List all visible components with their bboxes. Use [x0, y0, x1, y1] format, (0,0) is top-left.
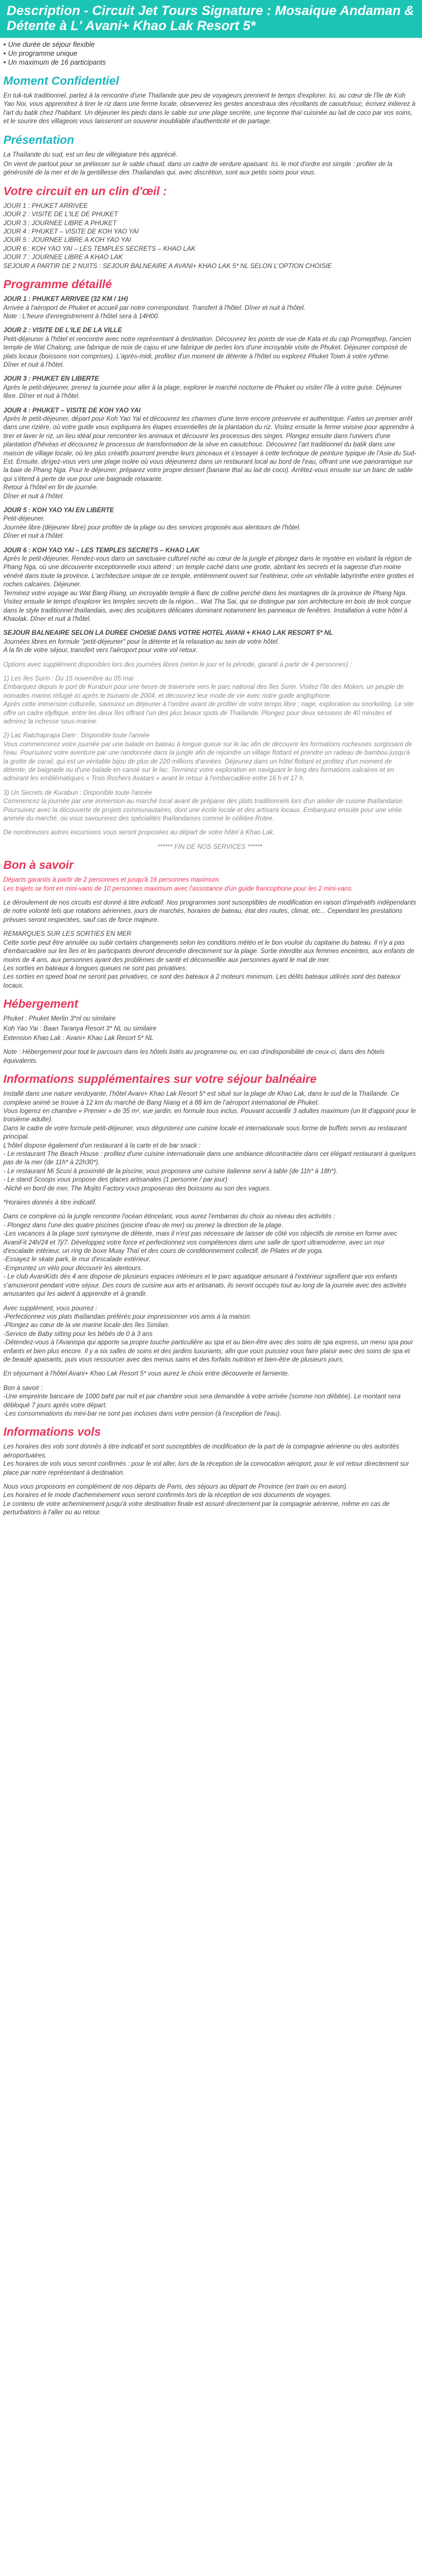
infos-vols-heading: Informations vols [3, 1426, 101, 1439]
overview-heading: Votre circuit en un clin d'œil : [3, 184, 167, 198]
infos-sejour-paragraph: Bon à savoir : -Une empreinte bancaire de 1000 baht par nuit et par chambre vous sera demandée à votre arrivée (somme non débitée). Le montant sera débloqué 7 jours après votre départ. -Les consommations du mini-bar ne sont pas incluses dans votre pension (à l'exception de l'eau). [3, 1384, 401, 1417]
options-intro: Options avec supplément disponibles lors des journées libres (selon le jour et la période, garanti à partir de 4 personnes) : [3, 660, 352, 668]
infos-vols-paragraph: Les horaires des vols sont donnés à titre indicatif et sont susceptibles de modification de la part de la compagnie aérienne ou des autorités aéroportuaires. Les horaires de vols vous seront confirmés : pour le vol aller, lors de la réception de la convocation aéroport, pour le vol retour directement sur place par notre représentant à destination. [3, 1443, 409, 1476]
program-day-title: JOUR 6 : KOH YAO YAI – LES TEMPLES SECRETS – KHAO LAK [3, 546, 200, 554]
bon-a-savoir-heading: Bon à savoir [3, 859, 74, 872]
overview-day: JOUR 6 : KOH YAO YAI – LES TEMPLES SECRETS – KHAO LAK [3, 245, 195, 252]
program-day-title: JOUR 1 : PHUKET ARRIVEE (32 KM / 1H) [3, 295, 128, 303]
infos-vols-section [0, 1426, 422, 1517]
intro-item: • Un maximum de 16 participants [3, 58, 422, 67]
program-day-text: Petit-déjeuner à l'hôtel et rencontre avec notre représentant à destination. Découvrez les points de vue de Kata et du cap Promepthep, l'ancien temple de Wat Chalong, une fabrique de noix de cajou et une fabrique de perles lors d'une incroyable visite de Phuket. Déjeuner composé de plats locaux (boissons non comprises). L'après-midi, profitez d'un moment de détente à l'hôtel ou explorez Phuket Town à votre rythme. Dîner et nuit à l'hôtel. [3, 335, 411, 368]
hebergement-line: Koh Yao Yai : Baan Taranya Resort 3* NL ou similaire [3, 1024, 156, 1032]
overview-day: JOUR 1 : PHUKET ARRIVEE [3, 202, 88, 210]
program-day-text: Après le petit-déjeuner, Rendez-vous dans un sanctuaire culturel niché au cœur de la jungle et plongez dans le mystère en visitant la région de Phang Nga, où une découverte exceptionnelle vous attend : un temple caché dans une grotte, abritant les secrets et la sagesse d'un moine vénéré dans toute la province. L'architecture unique de ce temple, entièrement ouvert sur l'extérieur, crée un véritable labyrinthe entre grottes et roches calcaires. Déjeuner. Terminez votre voyage au Wat Bang Riang, un incroyable temple à flanc de colline perché dans les montagnes de la province de Phang Nga. Visitez ensuite le temps d'explorer les temples secrets de la région... Wat Tha Sai, qui se distingue par son architecture en bois de teck conçue dans le style traditionnel thaïlandais, avec des sculptures délicates dominant notamment les panneaux de fenêtres. Installation à votre hôtel à Khaolak. Dîner et nuit à l'hôtel. [3, 555, 414, 623]
program-days [3, 295, 416, 654]
infos-vols-paragraph: Nous vous proposons en complément de nos départs de Paris, des séjours au départ de Province (en train ou en avion). Les horaires et le mode d'acheminement vous seront confirmés lors de la réception de vos documents de voyages. Le contenu de votre acheminement jusqu'à votre destination finale est assuré directement par la compagnie aérienne, même en cas de perturbations à l'aller ou au retour. [3, 1483, 390, 1517]
moment-heading: Moment Confidentiel [3, 75, 119, 88]
infos-sejour-paragraph: Avec supplément, vous pourrez : -Perfectionnez vos plats thaïlandais préférés pour impressionner vos amis à la maison. -Plongez au cœur de la vie marine locale des îles Similan. -Service de Baby sitting pour les bébés de 0 à 3 ans -Détendez-vous à l'Avanispa qui apporte sa propre touche particulière au spa et au bien-être avec des soins de spa express, un menu spa pour enfants et bien plus encore. Il y a six salles de soins et des jardins luxuriants, afin que vous puissiez vous faire plaisir avec des soins de spa et de beauté apaisants, puis vous ressourcer avec des menus sains et des forfaits nutrition et bien-être de plusieurs jours. [3, 1304, 414, 1363]
program-day-title: JOUR 5 : KOH YAO YAI EN LIBERTE [3, 507, 114, 514]
infos-sejour-section [0, 1073, 422, 1418]
presentation-section [0, 134, 422, 177]
intro-item: • Une durée de séjour flexible [3, 40, 422, 49]
program-heading: Programme détaillé [3, 278, 112, 291]
hebergement-line: Phuket : Phuket Merlin 3*nl ou similaire [3, 1015, 116, 1023]
infos-sejour-heading: Informations supplémentaires sur votre séjour balnéaire [3, 1073, 317, 1086]
overview-day: JOUR 7 : JOURNEE LIBRE A KHAO LAK [3, 254, 123, 261]
overview-day: JOUR 4 : PHUKET – VISITE DE KOH YAO YAI [3, 228, 139, 236]
intro-item: • Un programme unique [3, 49, 422, 58]
program-day-text: Petit-déjeuner. Journée libre (déjeuner libre) pour profiter de la plage ou des services proposés aux alentours de l'hôtel. Dîner et nuit à l'hôtel. [3, 515, 301, 540]
page-title: Description - Circuit Jet Tours Signature : Mosaique Andaman & Détente à L' Avani+ Khao Lak Resort 5* [0, 0, 422, 38]
intro-list [0, 40, 422, 67]
bon-a-savoir-paragraph: Le déroulement de nos circuits est donné à titre indicatif. Nos programmes sont susceptibles de modification en raison d'impératifs indépendants de notre volonté tels que rotations aériennes, jours de marchés, horaires de bateau, état des routes, climat, etc... Cependant les prestations prévues seront respectées, sauf cas de force majeure. [3, 899, 416, 924]
options-note: De nombreuses autres excursions vous seront proposées au départ de votre hôtel à Khao Lak. [3, 829, 275, 837]
program-day-title: JOUR 3 : PHUKET EN LIBERTE [3, 375, 99, 383]
overview-day: SEJOUR A PARTIR DE 2 NUITS : SEJOUR BALNEAIRE A AVANI+ KHAO LAK 5* NL SELON L'OPTION CHOISIE [3, 262, 332, 270]
program-day-text: Après le petit-déjeuner, départ pour Koh Yao Yai et découvrez les charmes d'une terre encore préservée et authentique. Faites un premier arrêt dans une rizière, où votre guide vous expliquera les étapes essentielles de la plantation du riz. Visitez ensuite la ferme voisine pour apprendre à tirer et laver le riz, un lieu idéal pour rencontrer les animaux et découvrir les processus des singes. Plongez ensuite dans l'univers d'une plantation d'hévéas et découvrez le processus de transformation de la sève en caoutchouc. Découvrez l'art traditionnel du batik dans une maison de village locale, où les plus créatifs pourront prendre leurs pinceaux et s'essayer à cette technique de peinture typique de l'Asie du Sud-Est. Ensuite, dirigez-vous vers une plage isolée où vous déjeunerez dans un restaurant local au bord de l'eau, offrant une vue panoramique sur la baie de Phang Nga. Pour le déjeuner, préparez votre propre dessert (banane thaï au lait de coco). Arrêtez-vous ensuite sur un banc de sable qui s'étend à perte de vue pour une baignade relaxante. Retour à l'hôtel en fin de journée. Dîner et nuit à l'hôtel. [3, 415, 416, 500]
program-day-text: Journées libres en formule "petit-déjeuner" pour la détente et la relaxation au sein de votre hôtel. A la fin de votre séjour, transfert vers l'aéroport pour votre vol retour. [3, 638, 279, 654]
program-day-text: Après le petit-déjeuner, prenez la journée pour aller à la plage, explorer le marché nocturne de Phuket ou visiter l'île à votre guise. Déjeuner libre. Dîner et nuit à l'hôtel. [3, 383, 403, 400]
overview-section [0, 185, 422, 270]
end-services: ****** FIN DE NOS SERVICES ****** [157, 843, 263, 850]
program-day-title: SEJOUR BALNEAIRE SELON LA DUREE CHOISIE DANS VOTRE HOTEL AVANI + KHAO LAK RESORT 5* NL [3, 629, 333, 637]
program-day-title: JOUR 2 : VISITE DE L'ILE DE LA VILLE [3, 327, 122, 334]
presentation-heading: Présentation [3, 133, 75, 147]
program-day-text: Arrivée à l'aéroport de Phuket et accueil par notre correspondant. Transfert à l'hôtel. Dîner et nuit à l'hôtel. Note : L'heure d'enregistrement à l'hôtel sera à 14H00. [3, 304, 306, 320]
hebergement-line: Extension Khao Lak : Avani+ Khao Lak Resort 5* NL [3, 1034, 154, 1042]
program-options [3, 674, 416, 823]
hebergement-heading: Hébergement [3, 998, 78, 1011]
overview-day: JOUR 5 : JOURNEE LIBRE A KOH YAO YAI [3, 236, 131, 244]
bon-a-savoir-section [0, 859, 422, 990]
moment-text: En tuk-tuk traditionnel, partez à la rencontre d'une Thaïlande que peu de voyageurs prennent le temps d'explorer. Ici, au cœur de l'île de Koh Yao Noi, vous apprendrez à tirer le riz dans une ferme locale, observerez les gestes ancestraux des récoltants de caoutchouc, écrivez initierez à l'art du batik chez l'habitant. Un déjeuner les pieds dans le sable sur une plage secrète, une leçonne thaï cuisinée au lait de coco par vos soins, et le sourire des villageois vous laisseront un souvenir inoubliable d'authenticité et de partage. [3, 92, 416, 125]
program-section [0, 278, 422, 851]
program-option: 1) Les Iles Surin : Du 15 novembre au 05 mai Embarquez depuis le port de Kuraburi pour une heure de traversée vers le parc national des îles Surin. Visitez l'île des Moken, un peuple de nomades marins réfugié ici après le tsunami de 2004, et découvrez leur mode de vie avec notre guide anglophone. Après cette immersion culturelle, savourez un déjeuner à l'ombre avant de profiter de votre temps libre : nage, exploration ou snorkeling. Le site offre un cadre idyllique, entre les deux îles offrant l'un des plus beaux spots de Thaïlande. Plongez pour deux sessions de 40 minutes et admirez la richesse sous-marine. [3, 674, 414, 725]
infos-sejour-paragraph: En séjournant à l'hôtel Avani+ Khao Lak Resort 5* vous aurez le choix entre découverte et farniente. [3, 1370, 289, 1378]
bon-a-savoir-paragraph: REMARQUES SUR LES SORTIES EN MER Cette sortie peut être annulée ou subir certains changements selon les conditions météo et le bon vouloir du capitaine du bateau. Il n'y a pas d'embarcadère sur les îles et les participants devront descendre directement sur la plage. Sortie interdite aux femmes enceintes, aux enfants de moins de 4 ans, aux personnes ayant des problèmes de santé et déconseillée aux personnes ayant le mal de mer. Les sorties en bateaux à longues queues ne sont pas privatives. Les sorties en speed boat ne seront pas privatives, ce sont des bateaux à 2 moteurs minimum. Les délits bateaux utilisés sont des bateaux locaux. [3, 930, 415, 989]
presentation-paragraph: La Thaïlande du sud, est un lieu de villégiature très apprécié. [3, 150, 178, 158]
presentation-paragraph: On vient de partout pour se prélasser sur le sable chaud, dans un cadre de verdure apaisant. Ici, le mot d'ordre est simple : profiter de la générosité de la mer et de la gentillesse des Thaïlandais qui, avec discrétion, sont aux petits soins pour vous. [3, 161, 392, 177]
hebergement-section [0, 998, 422, 1065]
program-option: 2) Lac Ratchaprapa Dam : Disponible toute l'année Vous commencerez votre journée par une balade en bateau à longue queue sur le lac afin de découvrir les formations rocheuses surgissant de l'eau. Poursuivez votre aventure par une randonnée dans la jungle afin de rejoindre un village flottant et prendre un radeau de bambou jusqu'à la grotte de corail, qui est un véritable bijou de plus de 220 millions d'années. Déjeunez dans un hôtel flottant et profitez d'un moment de détente, de baignade ou d'une balade en canoë sur le lac. Terminez votre exploration en naviguant le long des formations calcaires et en admirant les emblématiques « Trois Rochers Avatars » avant le retour à l'embarcadère entre 16 h et 17 h. [3, 732, 413, 782]
hebergement-note: Note : Hébergement pour tout le parcours dans les hôtels listés au programme ou, en cas d'indisponibilité de ceux-ci, dans des hôtels équivalents. [3, 1048, 385, 1065]
program-day-title: JOUR 4 : PHUKET – VISITE DE KOH YAO YAI [3, 406, 141, 414]
bon-a-savoir-red-text: Départs garantis à partir de 2 personnes et jusqu'à 16 personnes maximum. Les trajets se font en mini-vans de 10 personnes maximum avec l'assistance d'un guide francophone pour les 2 mini-vans. [3, 876, 354, 892]
infos-sejour-paragraph: *Horaires donnés à titre indicatif. [3, 1199, 97, 1207]
overview-day: JOUR 3 : JOURNEE LIBRE A PHUKET [3, 219, 117, 227]
infos-sejour-paragraph: Installé dans une nature verdoyante, l'hôtel Avani+ Khao Lak Resort 5* est situé sur la plage de Khao Lak, dans le sud de la Thaïlande. Ce complexe animé se trouve à 12 km du marché de Bang Niang et à 88 km de l'aéroport international de Phuket. Vous logerez en chambre « Premier » de 35 m², vue jardin, en formule tous inclus. Pouvant accueillir 3 adultes maximum (un lit d'appoint pour le troisième adulte). Dans le cadre de votre formule petit-déjeuner, vous dégusterez une cuisine locale et internationale sous forme de buffets servis au restaurant principal. L'hôtel dispose également d'un restaurant à la carte et de bar snack : - Le restaurant The Beach House : profitez d'une cuisine internationale dans une ambiance décontractée dans cet élégant restaurant à quelques pas de la mer (de 11h* à 22h30*). - Le restaurant Mi Scusi à proximité de la piscine, vous proposera une cuisine italienne servi à table (de 11h* à 18h*). - Le stand Scoops vous propose des glaces artisanales (1 personne / par jour) -Niché en bord de mer, The Mojito Factory vous proposeras des boissons au son des vagues. [3, 1090, 416, 1192]
moment-section [0, 75, 422, 126]
program-option: 3) Un Secrets de Kuraburi : Disponible toute l'année Commencez la journée par une immersion au marché local avant de préparer des plats traditionnels lors d'un atelier de cuisine thaïlandaise. Poursuivez avec la découverte de projets communautaires, dont une école locale et des artisans locaux. Embarquez ensuite pour une virée animée du marché, où vous savourerez des spécialités thaïlandaises comme le célèbre Rotee. [3, 789, 404, 823]
overview-day: JOUR 2 : VISITE DE L'ILE DE PHUKET [3, 211, 118, 218]
infos-sejour-paragraph: Dans ce complexe où la jungle rencontre l'océan étincelant, vous aurez l'embarras du choix au niveau des activités : - Plongez dans l'une des quatre piscines (piscine d'eau de mer) ou prenez la direction de la plage. -Les vacances à la plage sont synonyme de détente, mais il n'est pas nécessaire de laisser de côté vos objectifs de remise en forme avec AvaniFit 24h/24 et 7j/7. Développez votre force et perfectionnez vos compétences dans une salle de sport ultramoderne, avec un mur d'escalade intérieur, un ring de boxe Muay Thaï et des cours de conditionnement collectif, de Pilates et de yoga. -Essayez le skate park, le mur d'escalade extérieur. -Empruntez un vélo pour découvrir les alentours. - Le club AvaniKids dès 4 ans dispose de plusieurs espaces intérieurs et le parc aquatique amusant à l'extérieur signifient que vos enfants s'amuseront pendant votre séjour. Des cours de cuisine aux arts et artisanats, ils seront occupés tout au long de la journée avec des activités amusantes qui les aident à apprendre et à grandir. [3, 1213, 407, 1298]
